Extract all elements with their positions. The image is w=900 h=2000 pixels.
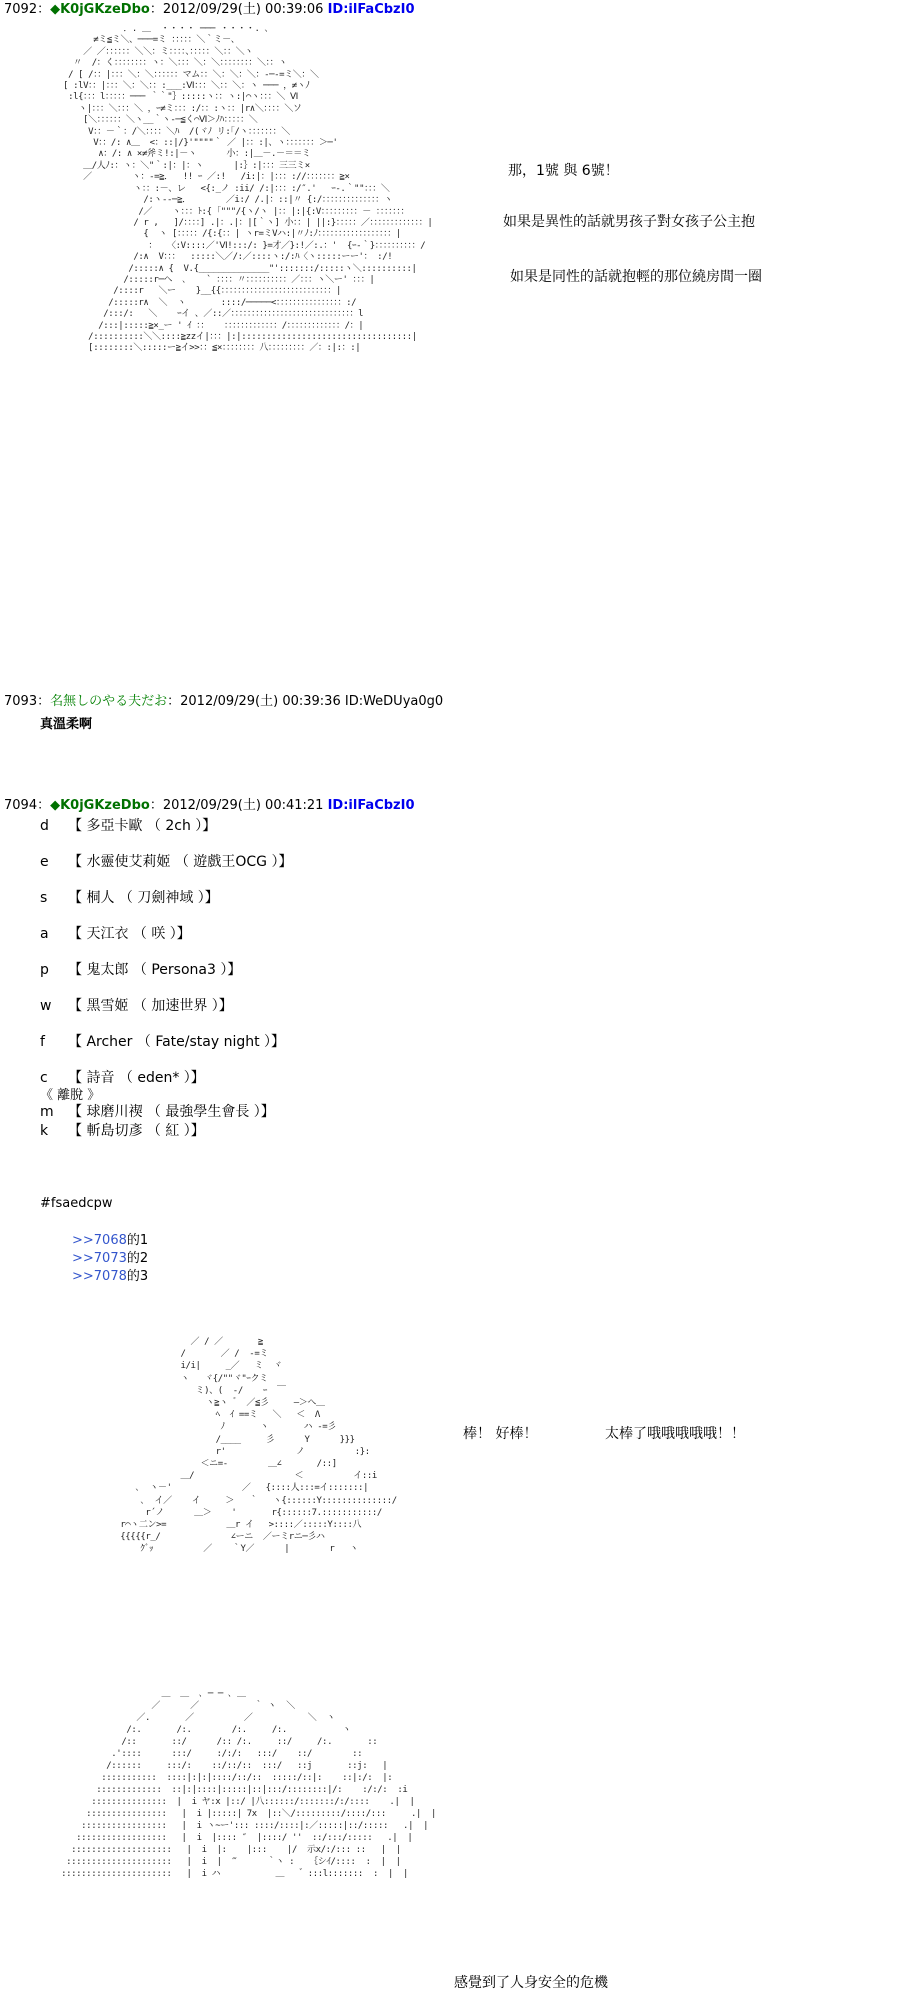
post-date: ：2012/09/29(土) 00:39:06 [149, 2, 324, 17]
list-text: 【 天江衣 （ 咲 ）】 [68, 926, 191, 942]
poster-name[interactable]: ◆K0jGKzeDbo [50, 2, 150, 17]
post-date: ：2012/09/29(土) 00:41:21 [149, 798, 324, 813]
post-header [4, 694, 443, 710]
ascii-art-girl: ．. ＿ ・・・・ ─── ・・・・. ､ ≠ミ≦ミ＼、───=ミ ：：：：：＼｀ミ－、 ／ ／：：：：：：＼＼：ミ：：：：、：：：：：＼：：＼ヽ 〃 /：く：：：：：：：：ヽ：＼：：：＼：＼：：：：：：：：＼：：ヽ / [ /：：|：：：＼：＼：：：：：：マム：：＼：＼：＼：-─-=ミ＼：＼ [ :lV：：|：：：＼：＼：：:___:Ⅵ：：：＼：：＼：ヽ ─── ，≠ヽﾉ :l{：：：l：：：：：─── ｀｀"｝:::::ヽ：：ヽ:|⌒ヽ：：：＼ Ⅵ ヽ|：：：＼：：：＼ ，ｰ≠ミ：：：:/：：:ヽ：：|r∧＼：：：：＼ソ [＼：：：：：：＼ヽ__｀ヽ-─≦く⌒Ⅵ＞ﾉﾊ：：：：：＼ V：：－｀：/＼：：：：＼ﾊ /(ヾﾉ リ:｢/ヽ：：：：：：：＼ V：：/: ∧＿ <：::|/}'""""｀ ／ |：：:|、ヽ：：：：：：：＞─' ∧：/: ∧ ×≠斧ミ!:|－ヽ 小：:|＿－.－＝＝ミ ＿/人ﾉ:：ヽ：＼"｀:|：|：ヽ |:｝:|：：：三三ミ× ／ ヽ：-=≧． !! ｰ ／:! /i:|：|：：：://：：：：：：：≧× ヽ：：:－、レ <{:_ノ :ii/ /:|：：：:/″.' ｰ-.｀""：：：＼ /:ヽ--─≧． ／i:/ /.|：::|〃 {:/：：：：：：：：：：：：：：ヽ /／ ヽ：：：ﾄ:{ ｢"""/{ヽ/ヽ |：：|:|{:V：：：：：：：：：－ ：：：：：：： / r , ]/：：：：] .|：.|：|[｀ヽ] 小：：| ||:}：：：：：／：：：：：：：：：：：：：| { ヽ [：：：：：/{:{：：| ヽr=ミVハ:|〃ﾉ:ﾉ：：：：：：：：：：：：：：：：：：| ： 〈:V::::／'Ⅵ!:::/: }=才／}:!／:.：' {ｰ-｀}：：：：：：：：：：/ /:∧ V：：： :::::＼／/:／::::ヽ:/:ﾊ〈ヽ:::::ーー'： :/! /:::::∧ { V.{______________"':::::::/:::::ヽ＼::::::::::| /:::::r─ヘ ､ ` ：：：：〃：：：：：：：：：：／：：：ヽ＼ー' ：：：| /::::r ＼ー }__{{：：：：：：：：：：：：：：：：：：：：：：：：：：：| /:::::r∧ ＼ ヽ ::::/─────<：：：：：：：：：：：：：：：：:/ /:::/: ＼ ｰイ 、／::／：：：：：：：：：：：：：：：：：：：：：：：：：：：：：：l /:::|:::::≧×_ー ' ｲ ：： ：：：：：：：：：：：：：/：：：：：：：：：：：：：/：| /::::::::::＼＼::::≧zzイ|：：：|:|::::::::::::::::::::::::::::::::::| [::::::::＼:::::ー≧イ>>：：≦×：：：：：：：：八：：：：：：：：：／：:|:：:| [63, 24, 433, 354]
list-key: d [40, 818, 49, 834]
list-item [40, 887, 219, 907]
reply-link-row [72, 1229, 148, 1248]
post-caption: 如果是同性的話就抱輕的那位繞房間一圈 [510, 269, 762, 285]
post-date: ：2012/09/29(土) 00:39:36 [167, 694, 341, 709]
list-key: s [40, 890, 48, 906]
reply-link-row [72, 1265, 148, 1284]
list-key: k [40, 1123, 49, 1139]
post-separator: ： [37, 694, 51, 709]
poster-id[interactable]: ID:ilFaCbzI0 [327, 798, 415, 813]
poster-name[interactable]: ◆K0jGKzeDbo [50, 798, 150, 813]
reply-suffix: 的2 [126, 1251, 149, 1266]
list-item [40, 923, 191, 943]
list-item [40, 959, 241, 979]
list-item [40, 815, 216, 835]
break-label: 《 離脫 》 [40, 1088, 101, 1103]
list-key: c [40, 1070, 48, 1086]
ascii-art-ponder: ＿ ＿ ､ ─ ─ ､ ＿ ／ ／ ｀ ヽ ＼ ／. ／ ／ ＼ ヽ /:. /:. /:. /:. ヽ /:: ::/ /:: /:. ::/ /:. :: .':::: :::/ :/:/: :::/ ::/ :: /:::::: :::/: ::/::/:: :::/ ::j ::j: | ::::::::::: ::::|:|:|::::/::/:: :::::/::|: ::|:/: |: ::::::::::::: ::|:|::::|:::::|::|:::/::::::::|/: :/:/: :i ::::::::::::::: | i ヤ:x |::/ |八::::::/:::::::/:/:::: .| | :::::::::::::::: | i |:::::| 7x |::＼/:::::::::/::::/::: .| | ::::::::::::::::: | i ヽ~ー'::: ::::/::::|:／:::::|::/::::: .| | :::::::::::::::::: | i |:::: ″ |::::/ '' ::/:::/::::: .| | :::::::::::::::::::: | i |: |::: |/ 示x/:/::: :: | | ::::::::::::::::::::: | i | ‴ ｀ヽ : ｛シｲ/:::: : | | :::::::::::::::::::::: | i ハ ＿ ゛:::l::::::: : | | [61, 1689, 437, 1879]
reply-link-row [72, 1247, 148, 1266]
reply-suffix: 的1 [126, 1233, 149, 1248]
list-text: 【 詩音 （ eden* ）】 [68, 1070, 205, 1086]
post-caption: 如果是異性的話就男孩子對女孩子公主抱 [503, 214, 755, 230]
post-separator: ： [37, 2, 51, 17]
list-key: p [40, 962, 49, 978]
list-key: m [40, 1104, 54, 1120]
post-header [4, 2, 415, 18]
list-key: a [40, 926, 49, 942]
post-number: 7093 [4, 694, 38, 709]
reply-link[interactable]: >>7068 [72, 1233, 127, 1248]
post-caption: 棒！ 好棒！ [463, 1426, 538, 1442]
post-caption: 感覺到了人身安全的危機 [454, 1975, 608, 1991]
list-text: 【 黑雪姬 （ 加速世界 ）】 [68, 998, 233, 1014]
poster-name[interactable]: 名無しのやる夫だお [50, 694, 168, 709]
post-number: 7094 [4, 798, 38, 813]
reply-link[interactable]: >>7073 [72, 1251, 127, 1266]
list-text: 【 桐人 （ 刀劍神域 ）】 [68, 890, 219, 906]
post-header [4, 798, 415, 814]
post-caption: 太棒了哦哦哦哦哦！！ [605, 1426, 745, 1442]
list-item [40, 851, 292, 871]
list-text: 【 水靈使艾莉姬 （ 遊戲王OCG ）】 [68, 854, 293, 870]
list-text: 【 鬼太郎 （ Persona3 ）】 [68, 962, 242, 978]
list-text: 【 球磨川禊 （ 最強學生會長 ）】 [68, 1104, 275, 1120]
list-item [40, 1101, 275, 1121]
list-text: 【 多亞卡歐 （ 2ch ）】 [68, 818, 217, 834]
list-item [40, 1120, 205, 1140]
list-item [40, 1031, 285, 1051]
list-key: w [40, 998, 52, 1014]
list-text: 【 斬島切彥 （ 紅 ）】 [68, 1123, 205, 1139]
poster-id[interactable]: ID:ilFaCbzI0 [327, 2, 415, 17]
poster-id[interactable]: ID:WeDUya0g0 [344, 694, 444, 709]
list-item [40, 995, 233, 1015]
post-separator: ： [37, 798, 51, 813]
list-key: e [40, 854, 49, 870]
ascii-art-celebration: ／ / ／ ≧ / ／ / -=ミ i/i| _／ ミ ヾ ヽ ヾ{/""ヾ"ｰクミ ミ)、( -/ ｰ ￣ ヽ≧ヽ ゛ ／≦彡 ―＞へ＿ ﾍ ｲ ==ミ ＼ ＜ Λ ﾉ ヽ ハ -=彡 /____ 彡 Y }}} r' ノ :}: ＜ニ=- ＿∠ /::] ＿/ ＜ イ::i ､ ヽ－' ／ {::::人:::=イ:::::::| ､ イ／ イ ＞ ｀ ヽ{::::::Y::::::::::::::/ r´ノ ＿＞ ' r{::::::7.:::::::::::/ r⌒ヽ二ン>= ＿r イ >::::／:::::Y::::八 {{{{{r_/ ∠ーニ ／ーミrニ─彡ハ ｸﾞｯ ／ ｀Y／ | r ヽ [120, 1337, 397, 1555]
post-number: 7092 [4, 2, 38, 17]
hashtag: #fsaedcpw [40, 1196, 113, 1211]
list-text: 【 Archer （ Fate/stay night ）】 [68, 1034, 286, 1050]
list-key: f [40, 1034, 45, 1050]
reply-link[interactable]: >>7078 [72, 1269, 127, 1284]
post-body: 真溫柔啊 [40, 717, 93, 732]
post-caption: 那，1號 與 6號！ [508, 163, 619, 179]
reply-suffix: 的3 [126, 1269, 149, 1284]
